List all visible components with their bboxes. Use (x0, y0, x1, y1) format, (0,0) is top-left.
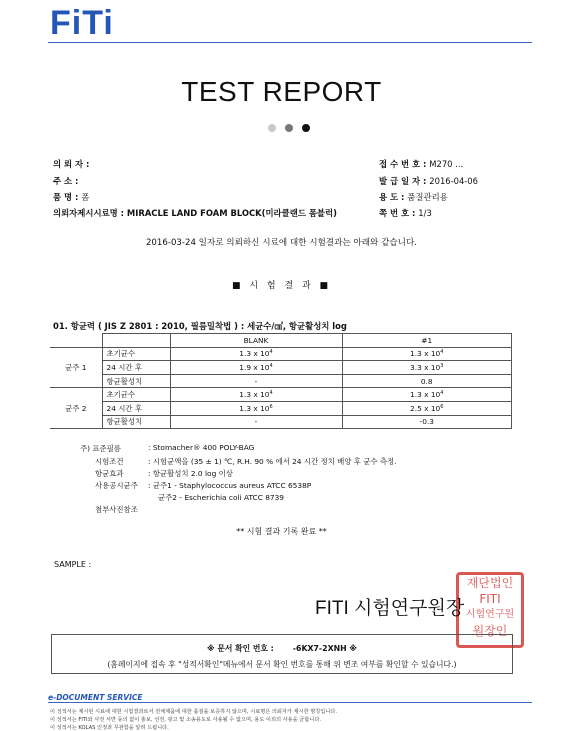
table-header-row (50, 334, 512, 348)
cell-sample: -0.3 (342, 415, 512, 429)
table-row (50, 401, 512, 415)
decor-dot-2 (285, 124, 293, 132)
meta-receipt-no-label: 접 수 번 호 : (379, 159, 427, 169)
header-sample-1: #1 (342, 334, 512, 348)
results-table (50, 333, 512, 429)
cell-blank: - (170, 415, 342, 429)
cell-sample: 1.3 x $10^4$ (342, 388, 512, 402)
fiti-logo: FiTi (50, 4, 114, 42)
cell-blank: - (170, 374, 342, 388)
table-row (50, 415, 512, 429)
official-seal: 재단법인 FITI 시험연구원 원장인 (456, 572, 524, 648)
signature-text: FITI 시험연구원장 (315, 598, 465, 619)
edocument-service-label: e-DOCUMENT SERVICE (48, 693, 143, 702)
section-heading: ■ 시 험 결 과 ■ (231, 281, 332, 291)
cell-blank: 1.3 x $10^4$ (170, 388, 342, 402)
cell-sample: 2.5 x $10^6$ (342, 401, 512, 415)
meta-sample-name-label: 의뢰자제시시료명 : (53, 208, 124, 218)
strain-2-label: 균주 2 (50, 388, 102, 429)
note-condition-value: : 시험균액을 (35 ± 1) ℃, R.H. 90 % 에서 24 시간 정치 배양 후 균수 측정. (148, 457, 397, 466)
table-row (50, 374, 512, 388)
meta-sample-name-value: MIRACLE LAND FOAM BLOCK(미라클랜드 폼블럭) (126, 208, 337, 218)
cell-blank: 1.9 x $10^4$ (170, 361, 342, 375)
verify-instructions: (홈페이지에 접속 후 "성적서확인"메뉴에서 문서 확인 번호를 통해 위 변조 여부를 확인할 수 있습니다.) (107, 660, 457, 669)
note-standard-film: 주) 표준필름 (80, 444, 121, 453)
note-effect-value: : 항균활성치 2.0 log 이상 (148, 469, 233, 478)
header-blank: BLANK (170, 334, 342, 348)
meta-issue-date-label: 발 급 일 자 : (379, 176, 427, 186)
meta-purpose-label: 용 도 : (379, 192, 405, 202)
meta-purpose (379, 191, 448, 203)
meta-page-no-label: 쪽 번 호 : (379, 208, 416, 218)
note-photo-ref: 첨부사진참조 (95, 505, 138, 514)
cell-blank: 1.3 x $10^4$ (170, 347, 342, 361)
header-empty (50, 334, 102, 348)
meta-page-no (379, 207, 432, 219)
cell-blank: 1.3 x $10^6$ (170, 401, 342, 415)
row-label: 항균활성치 (102, 374, 170, 388)
footer-divider (48, 702, 532, 703)
strain-1-label: 균주 1 (50, 347, 102, 388)
table-row (50, 388, 512, 402)
meta-product-label: 품 명 : (53, 192, 79, 202)
document-verification-box (51, 634, 513, 674)
note-strains: 사용공시균주 (95, 481, 138, 490)
note-effect: 항균효과 (95, 469, 124, 478)
report-title: TEST REPORT (181, 76, 382, 107)
row-label: 초기균수 (102, 388, 170, 402)
table-row (50, 347, 512, 361)
footer-note-2: 이 성적서는 FITI와 사전 서면 동의 없이 홍보, 선전, 광고 및 소송용도로 사용될 수 없으며, 용도 이외의 사용을 금합니다. (50, 717, 321, 723)
verify-number-line: ※ 문서 확인 번호 : -6KX7-2XNH ※ (207, 644, 357, 653)
meta-receipt-no (379, 158, 463, 170)
row-label: 초기균수 (102, 347, 170, 361)
verify-code: -6KX7-2XNH ※ (292, 644, 357, 653)
meta-product (53, 191, 89, 203)
cell-sample: 0.8 (342, 374, 512, 388)
meta-issue-date (379, 175, 478, 187)
meta-address (53, 175, 78, 187)
end-of-results: ** 시험 결과 기록 완료 ** (236, 527, 327, 536)
footer-note-3: 이 성적서는 KOLAS 인정과 무관함을 알려 드립니다. (50, 725, 169, 731)
row-label: 항균활성치 (102, 415, 170, 429)
row-label: 24 시간 후 (102, 401, 170, 415)
note-standard-film-value: : Stomacher® 400 POLY-BAG (148, 443, 255, 452)
cell-sample: 1.3 x $10^4$ (342, 347, 512, 361)
note-strain-2: 균주2 - Escherichia coli ATCC 8739 (158, 493, 285, 502)
meta-address-label: 주 소 : (53, 176, 79, 186)
row-label: 24 시간 후 (102, 361, 170, 375)
meta-purpose-value: 품질관리용 (407, 192, 448, 202)
footer-note-1: 이 성적서는 제시된 시료에 대한 시험결과로서 전체제품에 대한 품질을 보증하지 않으며, 시료명은 의뢰자가 제시한 명칭입니다. (50, 709, 337, 715)
meta-receipt-no-value: M270 ... (429, 159, 464, 169)
meta-page-no-value: 1/3 (418, 208, 432, 218)
meta-issue-date-value: 2016-04-06 (429, 176, 478, 186)
table-row (50, 361, 512, 375)
decor-dot-3 (302, 124, 310, 132)
test-method: 01. 항균력 ( JIS Z 2801 : 2010, 필름밀착법 ) : 세균수/㎠, 항균활성치 log (53, 321, 347, 331)
header-divider (48, 42, 532, 43)
note-condition: 시험조건 (95, 457, 124, 466)
intro-text: 2016-03-24 일자로 의뢰하신 시료에 대한 시험결과는 아래와 같습니다. (145, 238, 418, 248)
header-empty-2 (102, 334, 170, 348)
meta-client-label: 의 뢰 자 : (53, 159, 90, 169)
decor-dot-1 (268, 124, 276, 132)
note-strain-1: : 균주1 - Staphylococcus aureus ATCC 6538P (148, 481, 312, 490)
meta-product-value: 폼 (81, 192, 90, 202)
sample-label: SAMPLE : (54, 560, 92, 569)
cell-sample: 3.3 x $10^3$ (342, 361, 512, 375)
meta-sample-name (53, 207, 337, 219)
meta-client (53, 158, 89, 170)
